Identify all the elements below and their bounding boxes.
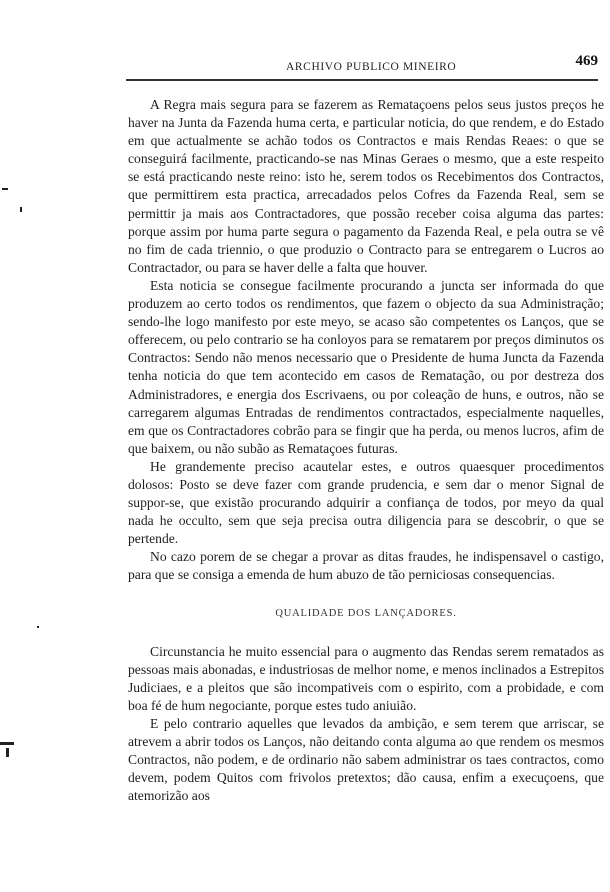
paragraph: He grandemente preciso acautelar estes, e outros quaesquer procedimentos dolosos: Posto se deve fazer com grande prudencia, e sem dar o menor Signal de suppor-se, que existão procurando adquirir a confiança de todos, por meyo da qual nada he occulto, sem que seja precisa outra diligencia para se descobrir, o que se pertende. [128, 458, 604, 547]
body-text [128, 96, 604, 805]
paragraph: Circunstancia he muito essencial para o augmento das Rendas serem rematados as pessoas mais abonadas, e industriosas de melhor nome, e menos inclinados a Estrepitos Judiciaes, e a pleitos que são incompativeis com o espirito, com a probidade, e com boa fé de hum negociante, porque estes tudo aniuião. [128, 643, 604, 713]
running-title: ARCHIVO PUBLICO MINEIRO [286, 61, 457, 73]
section-heading: QUALIDADE DOS LANÇADORES. [275, 607, 457, 619]
paragraph: A Regra mais segura para se fazerem as Remataçoens pelos seus justos preços he haver na Junta da Fazenda huma certa, e particular noticia, do que rendem, e do Estado em que actualmente se achão todos os Contractos e mais Rendas Reaes: o que se conseguirá facilmente, practicando-se nas Minas Geraes o mesmo, que a este respeito se está practicando neste reino: isto he, serem todos os Recebimentos dos Contractos, que permittirem esta practica, arrecadados pelos Cofres da Fazenda Real, sem se permittir ja mais aos Contractadores, que possão receber coisa alguma das partes: porque assim por huma parte segura o pagamento da Fazenda Real, e pela outra se vê no fim de cada triennio, o que produzio o Contracto para se entregarem o Lucros ao Contractador, ou para se haver delle a falta que houver. [128, 97, 604, 275]
scan-mark [6, 748, 9, 757]
scan-mark [37, 626, 39, 628]
page-number: 469 [575, 53, 598, 69]
page-header [120, 52, 600, 82]
scan-mark [0, 742, 14, 745]
paragraph: No cazo porem de se chegar a provar as ditas fraudes, he indispensavel o castigo, para que se consiga a emenda de hum abuzo de tão perniciosas consequencias. [128, 549, 604, 583]
paragraph: E pelo contrario aquelles que levados da ambição, e sem terem que arriscar, se atrevem a abrir todos os Lanços, não deitando conta alguma ao que rendem os mesmos Contractos, não podem, e de ordinario não sabem administrar os taes contractos, como devem, podem Quitos com frivolos pretextos; dão causa, enfim a execuçoens, que atemorizão aos [128, 716, 604, 804]
paragraph: Esta noticia se consegue facilmente procurando a juncta ser informada do que produzem ao certo todos os rendimentos, que fazem o objecto da sua Administração; sendo-lhe logo manifesto por este meyo, se acaso são competentes os Lanços, que se offerecem, ou pelo contrario se ha conloyos para se rematarem por preços diminutos os Contractos: Sendo não menos necessario que o Presidente de huma Juncta da Fazenda tenha noticia do que tem acontecido em casos de Rematação, ou por destreza dos Administradores, e energia dos Escrivaens, ou por coleação de huns, e outros, não se carregarem algumas Entradas de rendimentos contractados, especialmente naquelles, em que os Contractadores cobrão para se fingir que ha perda, ou menos lucros, afim de que baixem, ou não subão as Remataçoes futuras. [128, 277, 604, 456]
scan-mark [2, 188, 8, 190]
scan-mark [20, 207, 22, 212]
header-rule [126, 79, 598, 81]
